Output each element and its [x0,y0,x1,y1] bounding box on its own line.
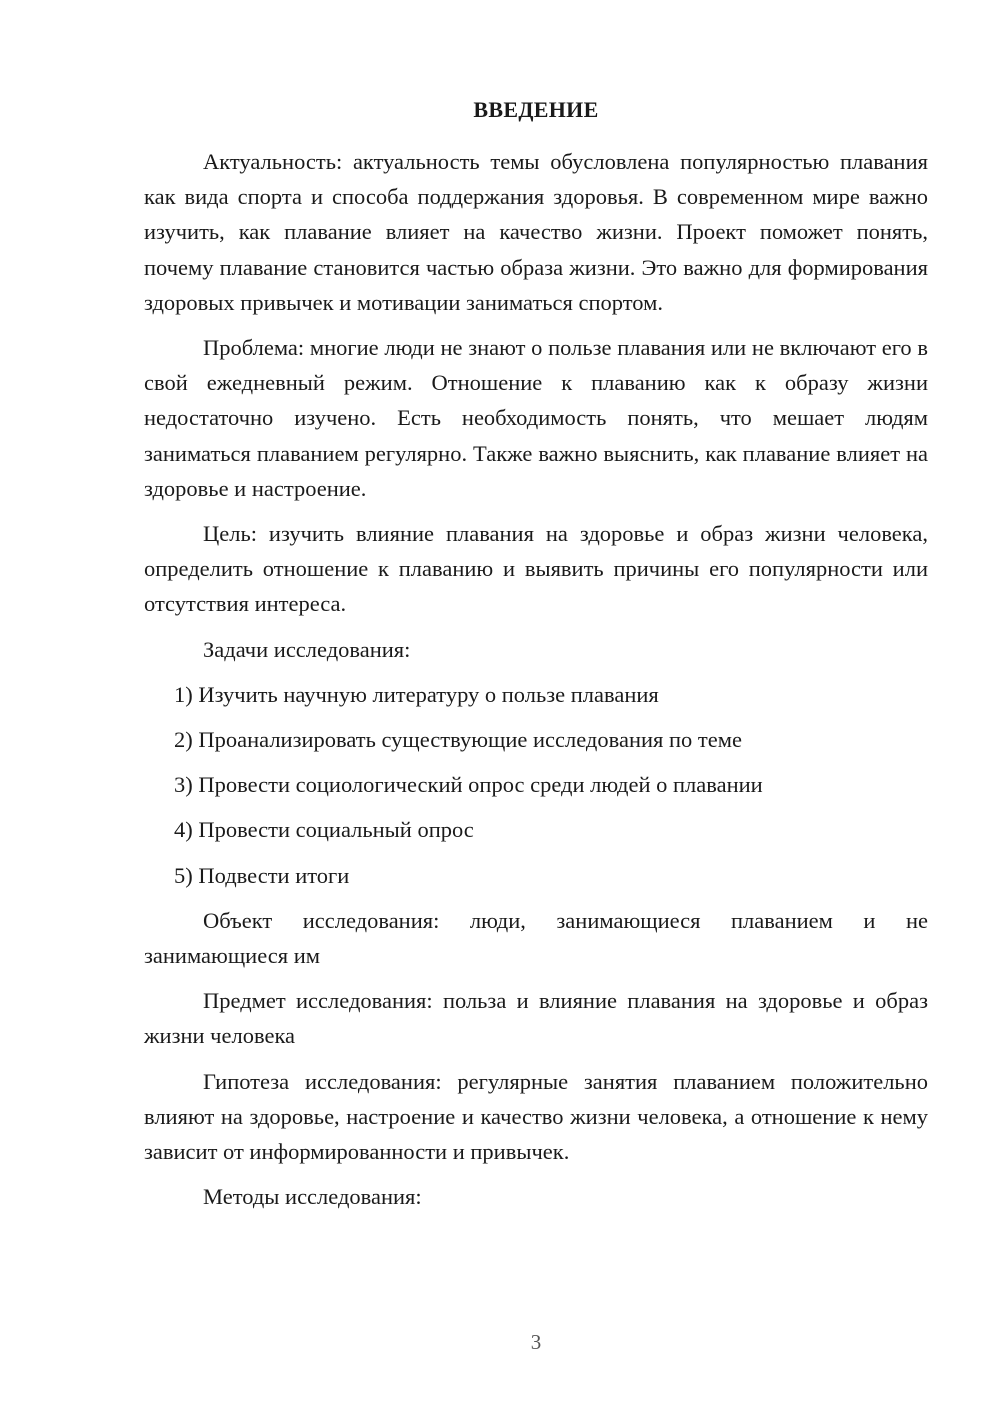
list-item: 3) Провести социологический опрос среди людей о плавании [174,772,763,798]
tasks-label: Задачи исследования: [203,636,411,662]
list-item: 2) Проанализировать существующие исследования по теме [174,727,742,753]
methods-label: Методы исследования: [203,1184,422,1210]
problem-paragraph: Проблема: многие люди не знают о пользе плавания или не включают его в свой ежедневный режим. Отношение к плаванию как к образу жизни недостаточно изучено. Есть необходимость понять, что мешает людям заниматься плаванием регулярно. Также важно выяснить, как плавание влияет на здоровье и настроение. [144,335,928,501]
subject-paragraph: Предмет исследования: польза и влияние плавания на здоровье и образ жизни человека [144,988,928,1049]
relevance-paragraph: Актуальность: актуальность темы обусловлена популярностью плавания как вида спорта и способа поддержания здоровья. В современном мире важно изучить, как плавание влияет на качество жизни. Проект поможет понять, почему плавание становится частью образа жизни. Это важно для формирования здоровых привычек и мотивации заниматься спортом. [144,149,928,315]
tasks-list [144,677,928,893]
page-number: 3 [530,1330,542,1354]
hypothesis-paragraph: Гипотеза исследования: регулярные занятия плаванием положительно влияют на здоровье, настроение и качество жизни человека, а отношение к нему зависит от информированности и привычек. [144,1068,928,1165]
section-heading: ВВЕДЕНИЕ [473,97,599,122]
page-content [144,94,928,1224]
list-item: 1) Изучить научную литературу о пользе плавания [174,681,659,707]
object-paragraph: Объект исследования: люди, занимающиеся плаванием и не занимающиеся им [144,907,928,969]
list-item: 4) Провести социальный опрос [174,817,474,843]
list-item: 5) Подвести итоги [174,862,350,888]
goal-paragraph: Цель: изучить влияние плавания на здоровье и образ жизни человека, определить отношение к плаванию и выявить причины его популярности или отсутствия интереса. [144,521,928,617]
